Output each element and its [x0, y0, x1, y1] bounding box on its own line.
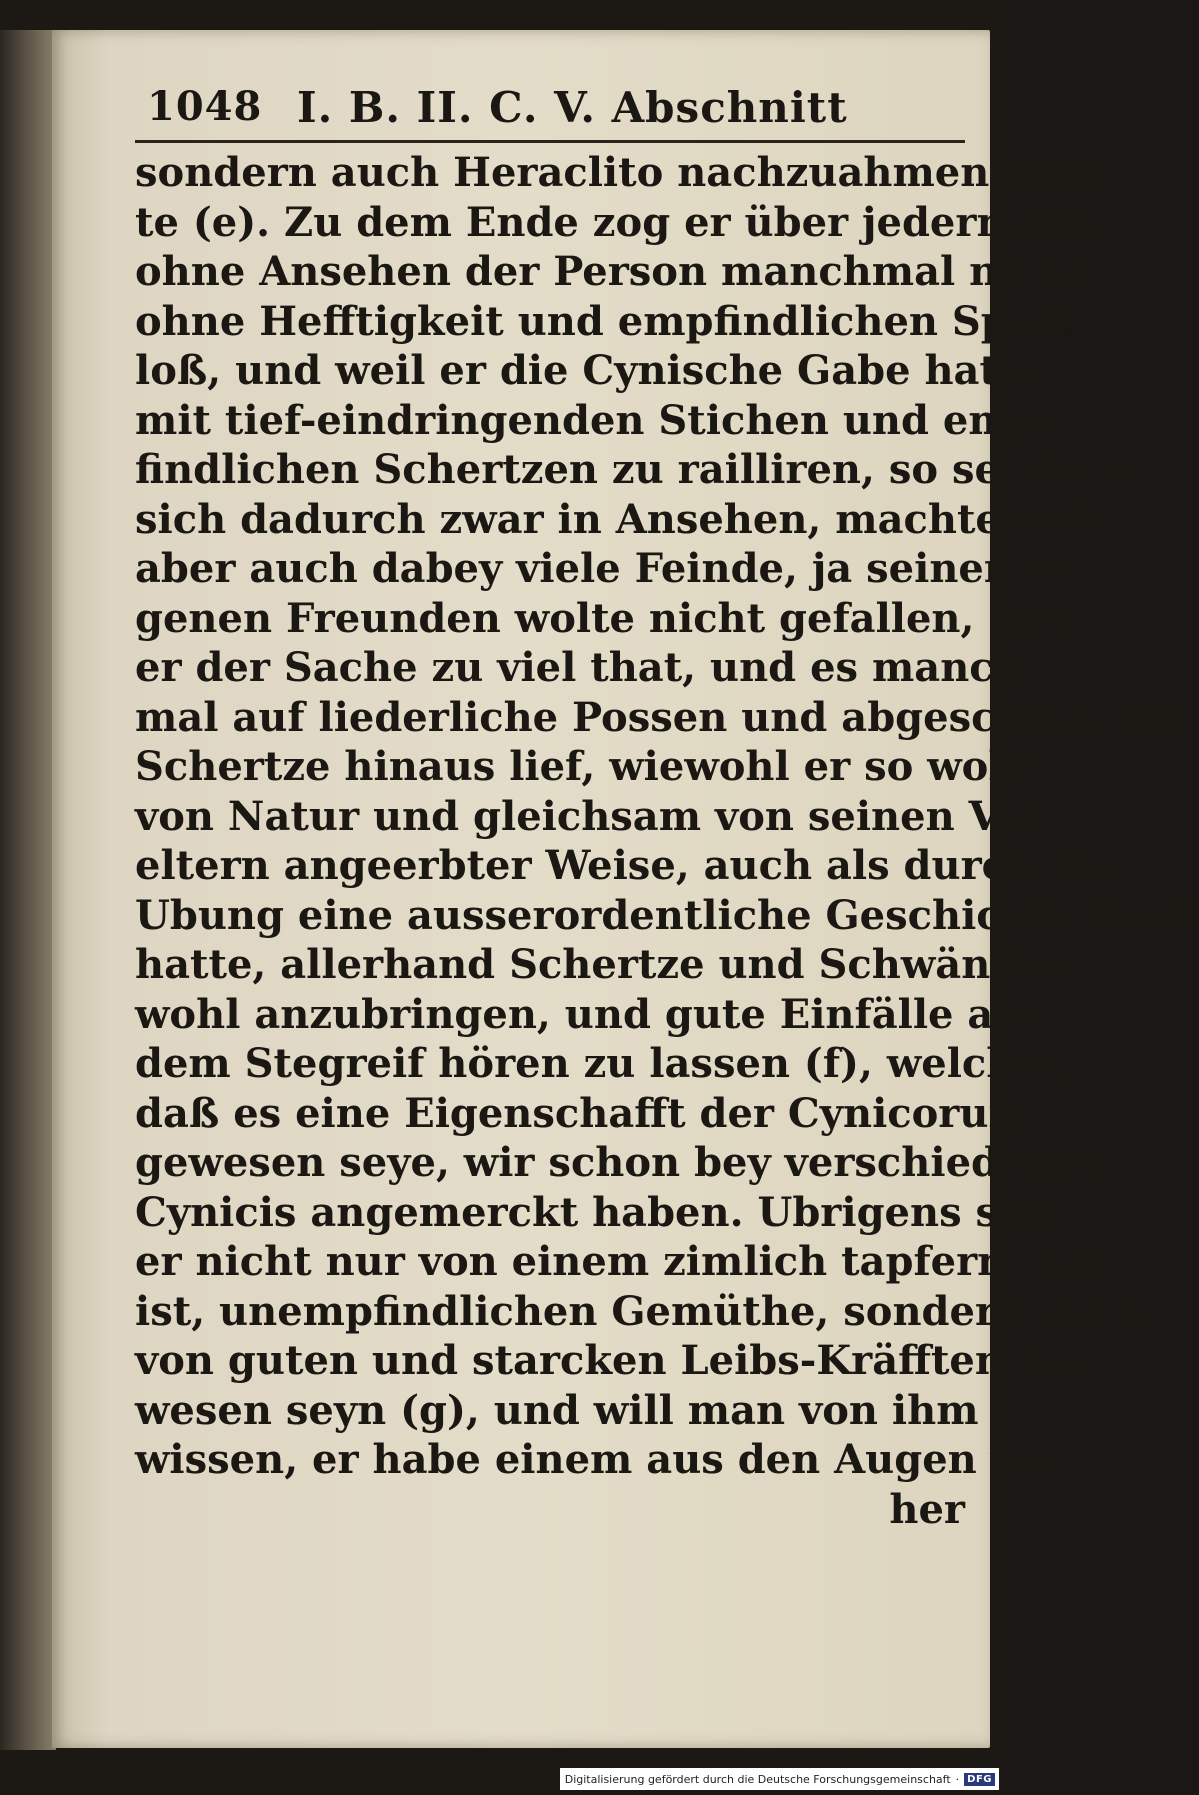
text-line: wissen, er habe einem aus den Augen vor-: [135, 1436, 1079, 1483]
text-line: Ubung eine ausserordentliche Geschicklichkeit: [135, 891, 1199, 939]
dfg-logo: DFG: [964, 1773, 995, 1786]
page-header: [147, 75, 907, 145]
text-line: Cynicis angemerckt haben. Ubrigens soll: [135, 1188, 1056, 1236]
text-line: gewesen seye, wir schon bey verschiedenen: [135, 1139, 1109, 1186]
text-line: mal auf liederliche Possen und abgeschmackte: [135, 693, 1189, 741]
text-line: er nicht nur von einem zimlich tapfern, das: [135, 1238, 1111, 1285]
text-line: genen Freunden wolte nicht gefallen, daß: [135, 594, 1073, 642]
text-line: ohne Ansehen der Person manchmal nicht: [135, 248, 1086, 295]
text-line: von guten und starcken Leibs-Kräfften ge-: [135, 1337, 1088, 1384]
text-line: loß, und weil er die Cynische Gabe hatte,: [135, 347, 1056, 394]
running-head: I. B. II. C. V. Abschnitt: [297, 83, 848, 132]
text-line: hatte, allerhand Schertze und Schwäncke: [135, 941, 1068, 988]
text-line: ohne Hefftigkeit und empfindlichen Spott: [135, 297, 1073, 345]
text-line: von Natur und gleichsam von seinen Vor-: [135, 792, 1061, 840]
page-number: 1048: [147, 83, 263, 130]
digitization-credit: Digitalisierung gefördert durch die Deutsche Forschungsgemeinschaft: [564, 1772, 951, 1786]
text-line: dem Stegreif hören zu lassen (f), welches,: [135, 1040, 1078, 1087]
text-line: sich dadurch zwar in Ansehen, machte sich: [135, 495, 1106, 543]
text-line: te (e). Zu dem Ende zog er über jedermann: [135, 198, 1103, 246]
text-line: wohl anzubringen, und gute Einfälle aus: [135, 990, 1045, 1038]
text-line: Schertze hinaus lief, wiewohl er so wohl: [135, 743, 1033, 790]
text-line: er der Sache zu viel that, und es manch-: [135, 644, 1040, 691]
digitization-footer: Digitalisierung gefördert durch die Deutsche Forschungsgemeinschaft · DFG: [560, 1768, 999, 1790]
text-line: daß es eine Eigenschafft der Cynicorum: [135, 1089, 1031, 1137]
header-rule: [135, 140, 965, 143]
body-text: [135, 148, 1199, 1534]
catchword: her: [889, 1485, 965, 1533]
book-spine: [0, 30, 56, 1750]
text-line: wesen seyn (g), und will man von ihm: [135, 1386, 979, 1434]
text-line: ist, unempfindlichen Gemüthe, sondern auch: [135, 1287, 1148, 1335]
text-line: aber auch dabey viele Feinde, ja seinen ei-: [135, 545, 1085, 592]
text-line: mit tief-eindringenden Stichen und emp-: [135, 396, 1056, 444]
text-line: sondern auch Heraclito nachzuahmen such-: [135, 149, 1125, 196]
text-line: eltern angeerbter Weise, auch als durch die: [135, 842, 1118, 889]
text-line: findlichen Schertzen zu railliren, so setzte er: [135, 446, 1146, 493]
